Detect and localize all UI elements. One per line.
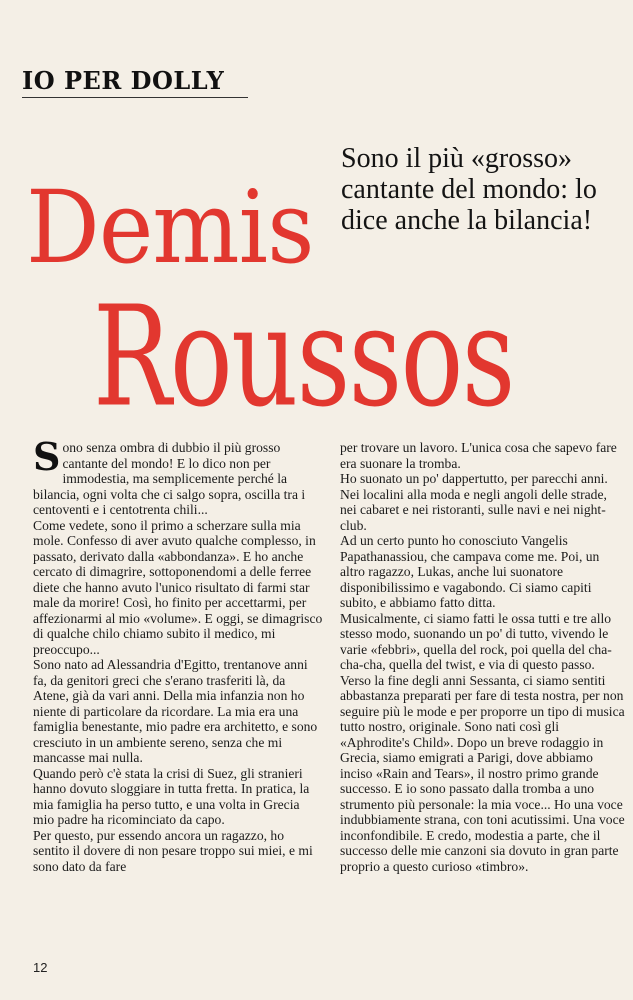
section-kicker: IO PER DOLLY bbox=[22, 66, 248, 98]
drop-cap: S bbox=[33, 434, 61, 479]
article-column-left bbox=[33, 434, 323, 874]
paragraph: Ho suonato un po' dappertutto, per parecchi anni. Nei localini alla moda e negli angoli delle strade, nei cabaret e nei ristoranti, sulle navi e nei night-club. bbox=[340, 471, 608, 533]
paragraph: Sono nato ad Alessandria d'Egitto, trentanove anni fa, da genitori greci che s'erano trasferiti là, da Atene, già da vari anni. Della mia infanzia non ho niente di particolare da ricordare. La mia era una famiglia benestante, mio padre era architetto, e sono cresciuto in un ambiente sereno, senza che mi mancasse mai nulla. bbox=[33, 657, 318, 765]
paragraph: Per questo, pur essendo ancora un ragazzo, ho sentito il dovere di non pesare troppo sui miei, e mi sono dato da fare bbox=[33, 827, 313, 874]
paragraph: Ad un certo punto ho conosciuto Vangelis Papathanassiou, che campava come me. Poi, un altro ragazzo, Lukas, anche lui suonatore disponibilissimo e vagabondo. Ci siamo capiti subito, e abbiamo fatto ditta. bbox=[340, 533, 600, 610]
subtitle-deck: Sono il più «grosso» cantante del mondo: lo dice anche la bilancia! bbox=[341, 143, 597, 236]
headline-last-name: Roussos bbox=[93, 276, 514, 439]
paragraph: Verso la fine degli anni Sessanta, ci siamo sentiti abbastanza preparati per fare di testa nostra, per non seguire più le mode e per proporre un tipo di musica tutto nostro, originale. Sono nati così gli «Aphrodite's Child». Dopo un breve rodaggio in Grecia, siamo emigrati a Parigi, dove abbiamo inciso «Rain and Tears», il nostro primo grande successo. E io sono passato dalla tromba a uno strumento più personale: la mia voce... Ho una voce indubbiamente strana, con toni acutissimi. Una voce inconfondibile. E credo, modestia a parte, che il successo delle mie canzoni sia dovuto in gran parte proprio a questo curioso «timbro». bbox=[340, 672, 625, 874]
paragraph: Quando però c'è stata la crisi di Suez, gli stranieri hanno dovuto sloggiare in tutta fretta. In pratica, la mia famiglia ha perso tutto, e una volta in Grecia mio padre ha ricominciato da capo. bbox=[33, 765, 310, 827]
paragraph: per trovare un lavoro. L'unica cosa che sapevo fare era suonare la tromba. bbox=[340, 440, 617, 471]
headline-first-name: Demis bbox=[26, 169, 314, 286]
paragraph: Musicalmente, ci siamo fatti le ossa tutti e tre allo stesso modo, suonando un po' di tutto, vivendo le varie «febbri», quella del rock, poi quella del cha-cha-cha, quella del twist, e via di questo passo. bbox=[340, 610, 612, 672]
paragraph: Sono senza ombra di dubbio il più grosso cantante del mondo! E lo dico non per immodestia, ma semplicemente perché la bilancia, ogni volta che ci salgo sopra, oscilla tra i centoventi e i centotrenta chili... bbox=[33, 434, 306, 517]
article-column-right bbox=[340, 440, 626, 874]
paragraph: Come vedete, sono il primo a scherzare sulla mia mole. Confesso di aver avuto qualche complesso, in passato, derivato dalla «abbondanza». E ho anche cercato di dimagrire, sottoponendomi a delle ferree diete che hanno avuto l'unico risultato di farmi star male da morire! Così, ho finito per accettarmi, per affezionarmi al mio «volume». E oggi, se dimagrisco di qualche chilo chiamo subito il medico, mi preoccupo... bbox=[33, 517, 323, 657]
page-number: 12 bbox=[33, 960, 48, 975]
